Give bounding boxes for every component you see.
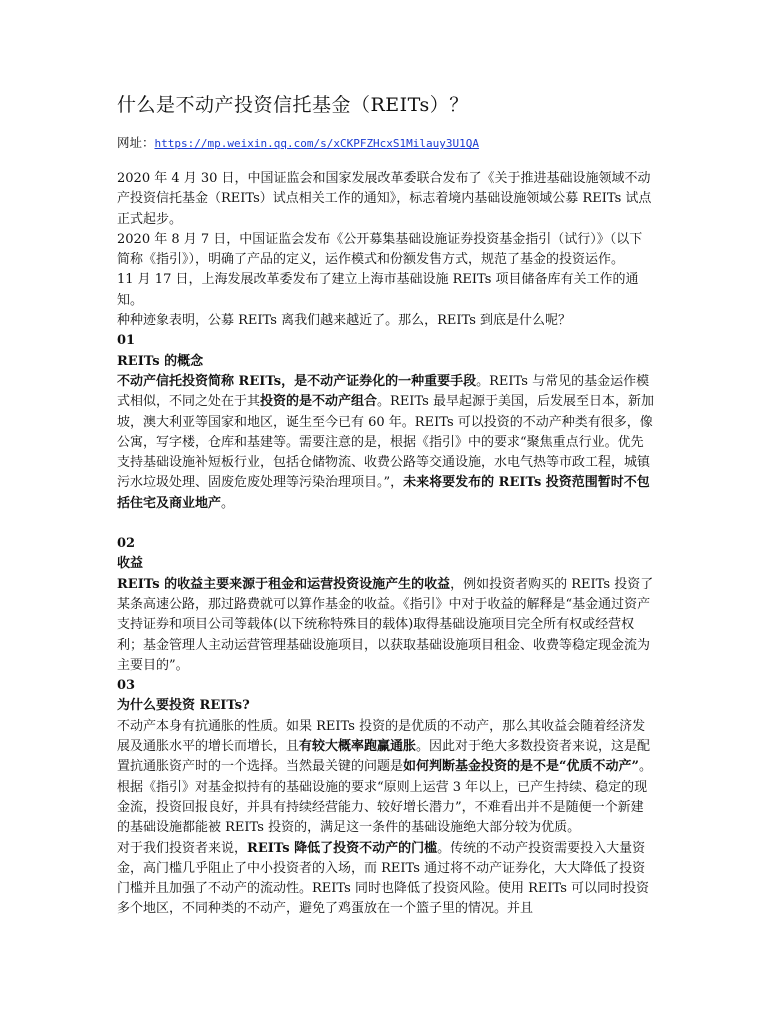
section-heading: 收益 — [117, 556, 144, 572]
section-paragraph — [117, 575, 655, 676]
body-text: 不动产本身有抗通胀的性质。如果 REITs 投资的是优质的不动产，那么其收益会随着经济发展及通胀水平的增长而增长，且 — [117, 718, 646, 755]
body-text: 。传统的不动产投资需要投入大量资金，高门槛几乎阻止了中小投资者的入场，而 REITs 通过将不动产证券化，大大降低了投资门槛并且加强了不动产的流动性。REITs 同时也降低了投资风险。使用 REITs 可以同时投资多个地区，不同种类的不动产，避免了鸡蛋放在一个篮子里的情况。并且 — [117, 840, 650, 917]
section-number: 03 — [117, 678, 136, 694]
bold-text: 有较大概率跑赢通胀 — [299, 739, 417, 755]
document-content — [117, 92, 655, 920]
body-text: 。REITs 与常见的基金运作模式相似，不同之处在于其 — [117, 373, 650, 410]
body-text: 。REITs 最早起源于美国，后发展至日本，新加坡，澳大利亚等国家和地区，诞生至今已有 60 年。REITs 可以投资的不动产种类有很多，像公寓，写字楼，仓库和基建等。需要注意的是，根据《指引》中的要求“聚焦重点行业。优先支持基础设施补短板行业，包括仓储物流、收费公路等交通设施，水电气热等市政工程，城镇污水垃圾处理、固废危废处理等污染治理项目。”， — [117, 394, 654, 491]
intro-paragraph: 2020 年 8 月 7 日，中国证监会发布《公开募集基础设施证券投资基金指引（试行）》（以下简称《指引》），明确了产品的定义，运作模式和份额发售方式，规范了基金的投资运作。 — [117, 231, 643, 268]
section-paragraph — [117, 372, 655, 514]
url-label: 网址： — [117, 135, 155, 150]
section-number: 02 — [117, 536, 136, 552]
body-text: 对于我们投资者来说， — [117, 840, 248, 856]
body-text: ，例如投资者购买的 REITs 投资了某条高速公路，那过路费就可以算作基金的收益。《指引》中对于收益的解释是“基金通过资产支持证券和项目公司等载体(以下统称特殊目的载体)取得基础设施项目完全所有权或经营权利；基金管理人主动运营管理基础设施项目，以获取基础设施项目租金、收费等稳定现金流为主要目的”。 — [117, 576, 654, 673]
bold-text: REITs 降低了投资不动产的门槛 — [247, 840, 438, 856]
intro-paragraph: 11 月 17 日，上海发展改革委发布了建立上海市基础设施 REITs 项目储备库有关工作的通知。 — [117, 272, 639, 308]
section-number: 01 — [117, 333, 136, 349]
article-body — [117, 169, 655, 920]
source-url-link[interactable]: https://mp.weixin.qq.com/s/xCKPFZHcxS1Milauy3U1QA — [154, 137, 480, 150]
section-paragraph — [117, 717, 655, 839]
bold-text: 不动产信托投资简称 REITs，是不动产证券化的一种重要手段 — [117, 373, 477, 389]
intro-paragraph: 2020 年 4 月 30 日，中国证监会和国家发展改革委联合发布了《关于推进基础设施领域不动产投资信托基金（REITs）试点相关工作的通知》，标志着境内基础设施领域公募 REITs 试点正式起步。 — [117, 171, 652, 227]
bold-text: REITs 的收益主要来源于租金和运营投资设施产生的收益 — [117, 576, 451, 592]
blank-line — [117, 514, 655, 534]
intro-paragraph: 种种迹象表明，公募 REITs 离我们越来越近了。那么，REITs 到底是什么呢？ — [117, 313, 572, 329]
bold-text: 投资的是不动产组合 — [260, 394, 378, 410]
bold-text: 如何判断基金投资的是不是“优质不动产” — [403, 759, 639, 775]
section-heading: REITs 的概念 — [117, 353, 204, 369]
body-text: 。因此对于绝大多数投资者来说，这是配置抗通胀资产时的一个选择。当然最关键的问题是 — [117, 739, 651, 775]
body-text: 。 — [221, 495, 235, 511]
source-url-line — [117, 134, 655, 153]
page-title: 什么是不动产投资信托基金（REITs）？ — [117, 94, 469, 116]
section-paragraph — [117, 839, 655, 920]
body-text: 。根据《指引》对基金拟持有的基础设施的要求“原则上运营 3 年以上，已产生持续、稳定的现金流，投资回报良好，并具有持续经营能力、较好增长潜力”，不难看出并不是随便一个新建的基础设施都能被 REITs 投资的，满足这一条件的基础设施绝大部分较为优质。 — [117, 759, 652, 836]
section-heading: 为什么要投资 REITs? — [117, 698, 250, 714]
bold-text: 未来将要发布的 REITs 投资范围暂时不包括住宅及商业地产 — [117, 475, 650, 511]
